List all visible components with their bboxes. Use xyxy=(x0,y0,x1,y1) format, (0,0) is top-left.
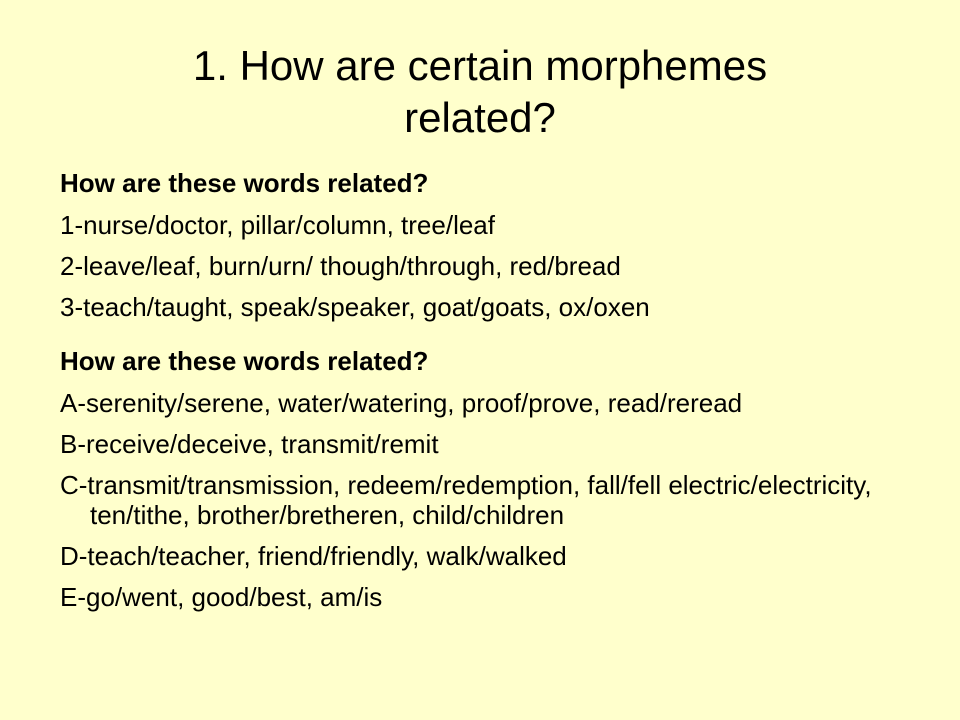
word-group-d: D-teach/teacher, friend/friendly, walk/walked xyxy=(60,541,567,571)
word-group-3: 3-teach/taught, speak/speaker, goat/goats, ox/oxen xyxy=(60,292,650,322)
word-group-c: C-transmit/transmission, redeem/redemption, fall/fell electric/electricity, ten/tithe, brother/bretheren, child/children xyxy=(60,470,872,530)
section-1-heading: How are these words related? xyxy=(60,168,429,198)
section-2-heading: How are these words related? xyxy=(60,346,429,376)
word-group-a: A-serenity/serene, water/watering, proof/prove, read/reread xyxy=(60,388,743,418)
slide-title xyxy=(0,40,960,144)
word-group-2: 2-leave/leaf, burn/urn/ though/through, red/bread xyxy=(60,251,621,281)
slide-title-line-2: related? xyxy=(404,94,556,141)
section-2 xyxy=(60,346,940,612)
word-group-1: 1-nurse/doctor, pillar/column, tree/leaf xyxy=(60,210,495,240)
word-group-b: B-receive/deceive, transmit/remit xyxy=(60,429,439,459)
word-group-e: E-go/went, good/best, am/is xyxy=(60,582,383,612)
section-1 xyxy=(60,168,940,322)
slide-title-line-1: 1. How are certain morphemes xyxy=(192,42,768,89)
slide-body xyxy=(60,168,940,636)
